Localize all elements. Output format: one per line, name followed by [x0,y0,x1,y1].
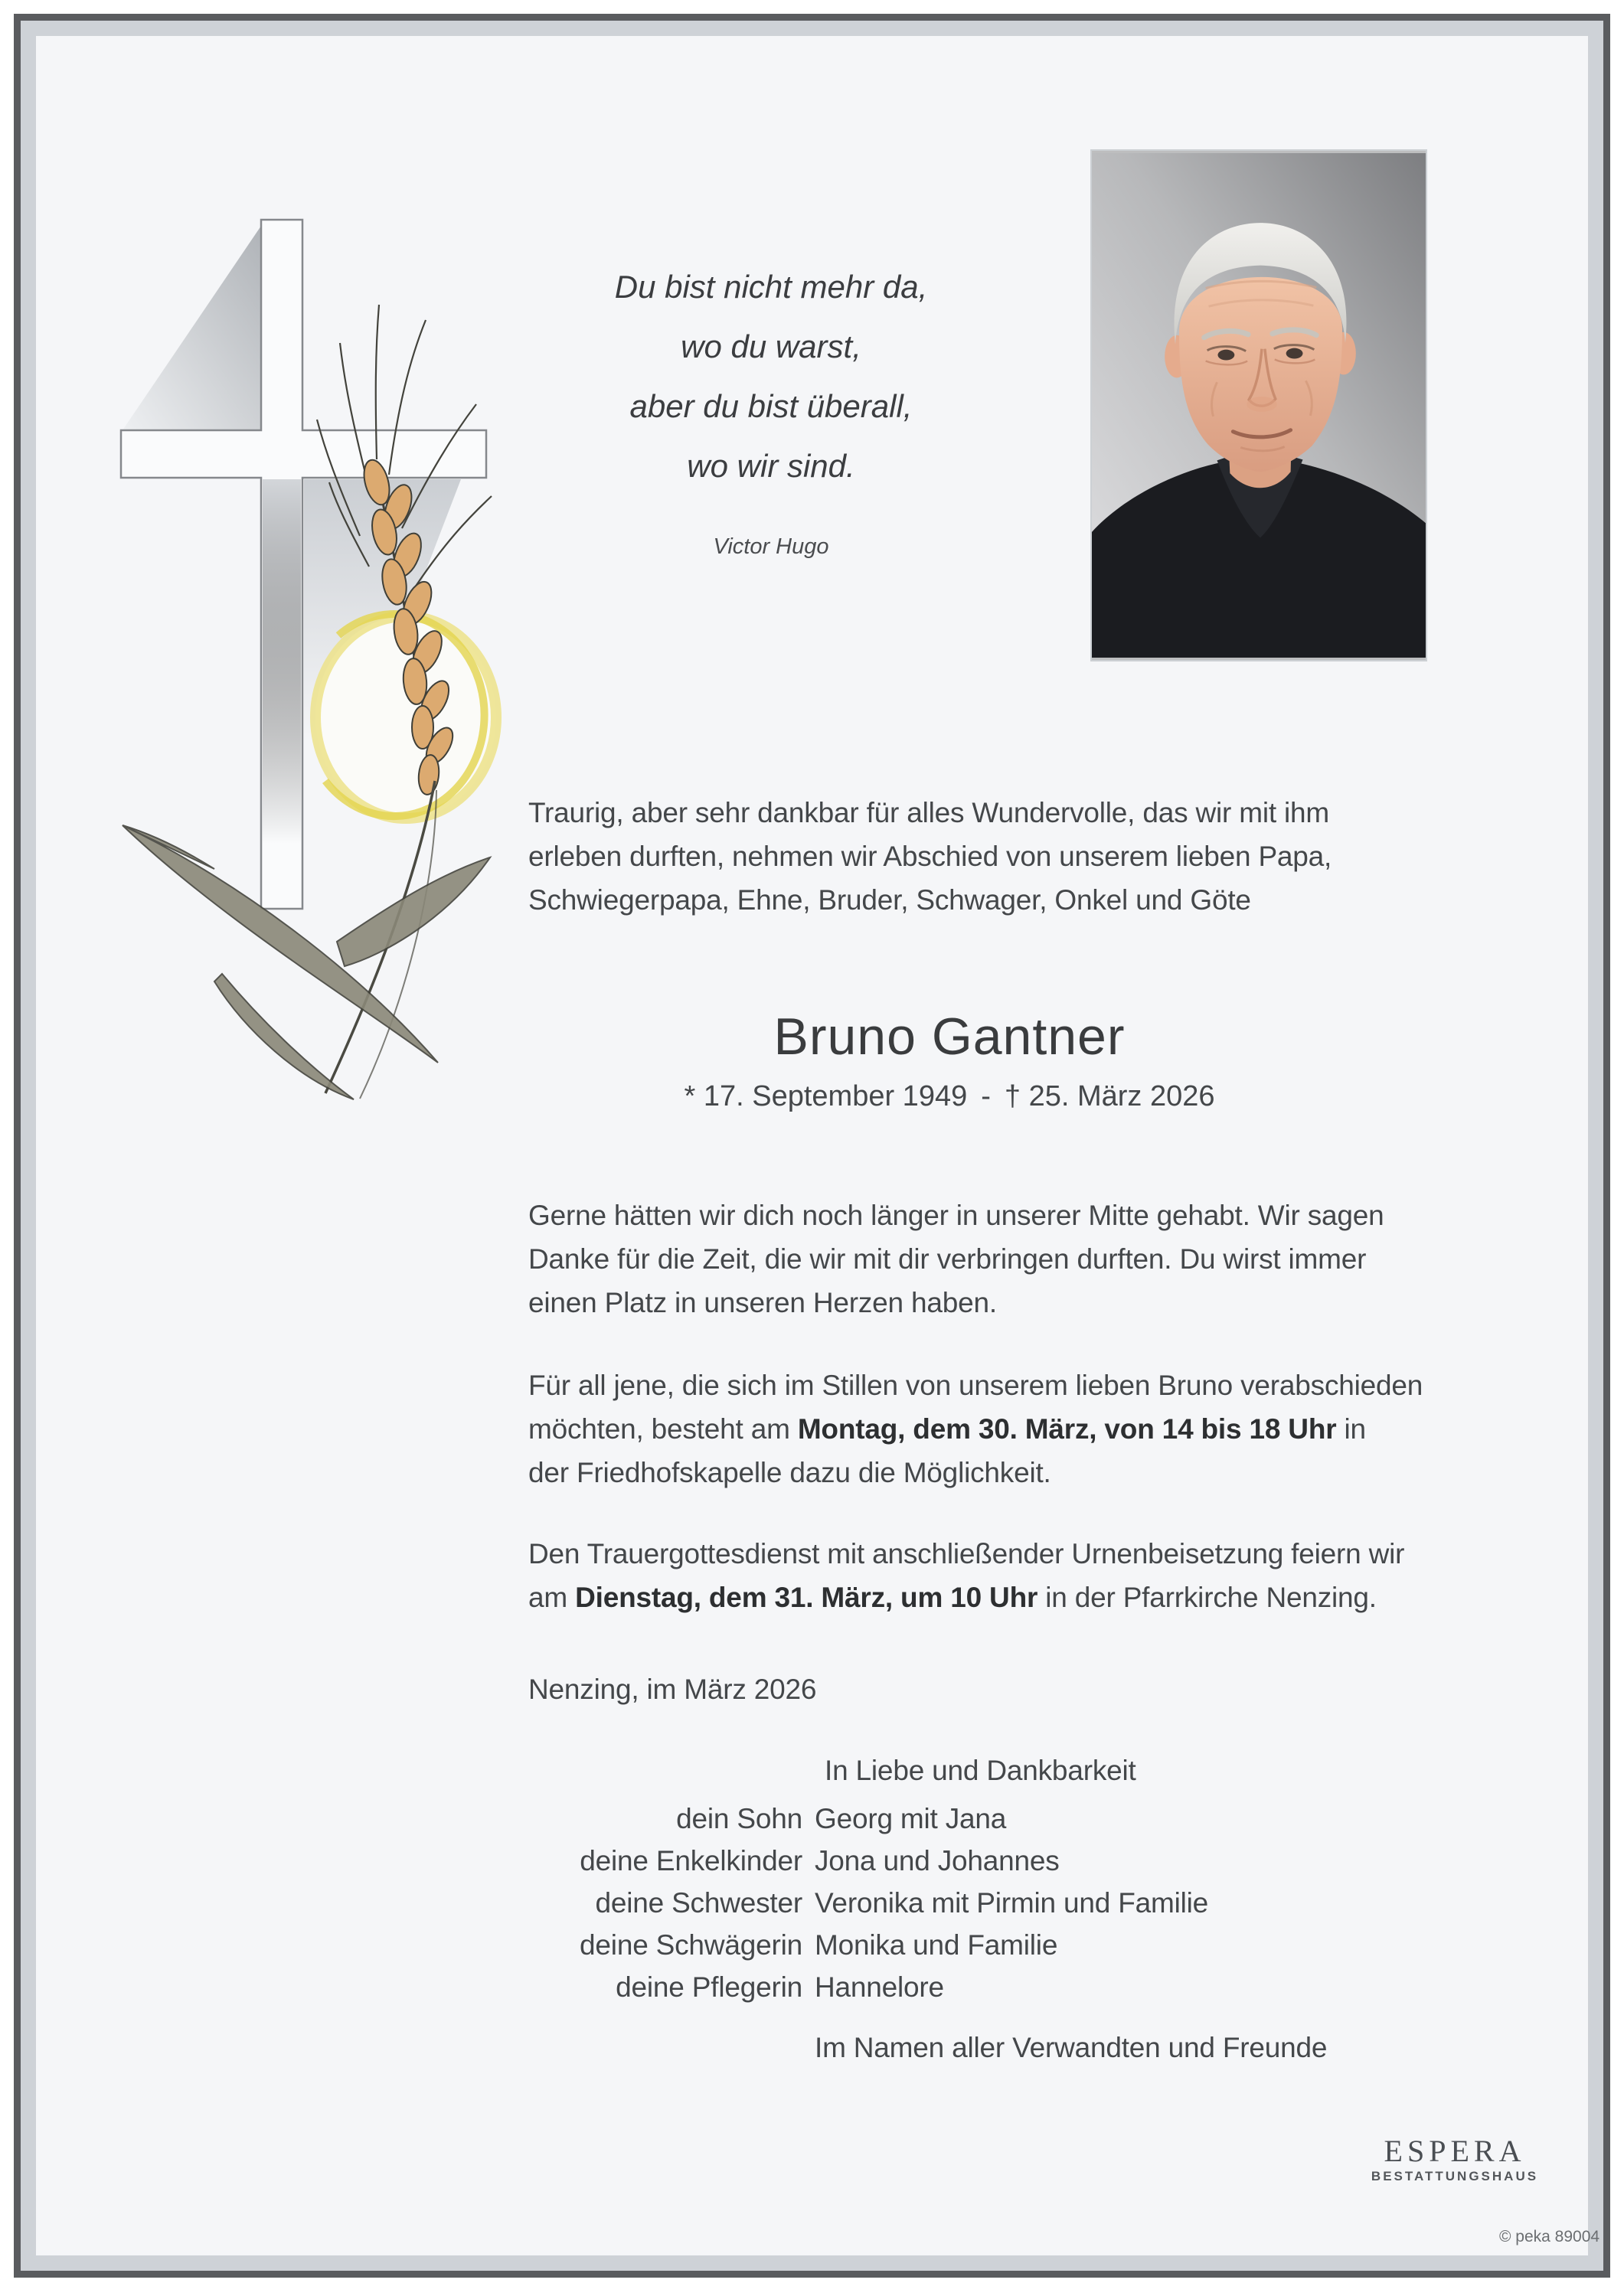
portrait-photo-graphic [1092,151,1426,660]
farewell-text: in [1336,1413,1366,1445]
family-row [528,1882,1208,1924]
family-row [528,1966,1208,2008]
family-names: Hannelore [815,1971,944,2003]
service-text: in der Pfarrkirche Nenzing. [1037,1582,1377,1613]
in-namen-line [815,2026,1327,2069]
intro-line: erleben durften, nehmen wir Abschied von unserem lieben Papa, [528,841,1332,872]
family-list [528,1798,1208,2008]
farewell-paragraph [528,1364,1423,1494]
family-row [528,1924,1208,1966]
funeral-home-subtitle: BESTATTUNGSHAUS [1371,2169,1539,2183]
service-paragraph [528,1532,1404,1619]
quote-line: aber du bist überall, [629,388,913,424]
farewell-line: der Friedhofskapelle dazu die Möglichkeit. [528,1457,1051,1488]
quote-line: wo du warst, [681,328,861,364]
quote-attribution: Victor Hugo [713,534,829,559]
viewing-datetime: Montag, dem 30. März, von 14 bis 18 Uhr [797,1413,1337,1445]
farewell-line [528,1407,1423,1451]
thanks-paragraph [528,1194,1384,1324]
service-line [528,1576,1404,1619]
funeral-home-logo: ESPERA [1384,2134,1526,2168]
family-row [528,1840,1208,1882]
birth-date: * 17. September 1949 [684,1080,968,1112]
memorial-quote [426,257,1116,496]
deceased-dates [505,1078,1394,1115]
closing-text: In Liebe und Dankbarkeit [825,1755,1136,1786]
thanks-line: Danke für die Zeit, die wir mit dir verbringen durften. Du wirst immer [528,1243,1367,1275]
intro-line: Traurig, aber sehr dankbar für alles Wundervolle, das wir mit ihm [528,797,1330,828]
intro-line: Schwiegerpapa, Ehne, Bruder, Schwager, Onkel und Göte [528,884,1251,916]
family-relation: deine Enkelkinder [580,1845,802,1876]
place-dateline-text: Nenzing, im März 2026 [528,1674,817,1705]
place-dateline [528,1667,816,1711]
family-relation: dein Sohn [676,1803,802,1834]
thanks-line: einen Platz in unseren Herzen haben. [528,1287,997,1318]
thanks-line: Gerne hätten wir dich noch länger in unserer Mitte gehabt. Wir sagen [528,1200,1384,1231]
print-credit: © peka 89004 [1499,2228,1600,2245]
deceased-photo [1090,149,1427,661]
deceased-name: Bruno Gantner [773,1008,1126,1066]
farewell-line: Für all jene, die sich im Stillen von unserem lieben Bruno verabschieden [528,1370,1423,1401]
family-relation: deine Schwägerin [580,1929,802,1961]
farewell-text: möchten, besteht am [528,1413,798,1445]
death-date: † 25. März 2026 [1004,1080,1215,1112]
service-text: am [528,1582,576,1613]
family-names: Monika und Familie [815,1929,1058,1961]
service-line: Den Trauergottesdienst mit anschließender Urnenbeisetzung feiern wir [528,1538,1405,1569]
family-names: Veronika mit Pirmin und Familie [815,1887,1209,1919]
service-datetime: Dienstag, dem 31. März, um 10 Uhr [575,1582,1038,1613]
family-names: Jona und Johannes [815,1845,1060,1876]
in-namen-text: Im Namen aller Verwandten und Freunde [815,2032,1328,2063]
dates-separator: - [981,1080,991,1112]
quote-line: wo wir sind. [687,448,855,484]
intro-paragraph [528,791,1332,922]
quote-line: Du bist nicht mehr da, [614,269,928,305]
family-row [528,1798,1208,1840]
closing-line [825,1749,1136,1792]
family-relation: deine Pflegerin [616,1971,802,2003]
family-relation: deine Schwester [595,1887,802,1919]
family-names: Georg mit Jana [815,1803,1007,1834]
